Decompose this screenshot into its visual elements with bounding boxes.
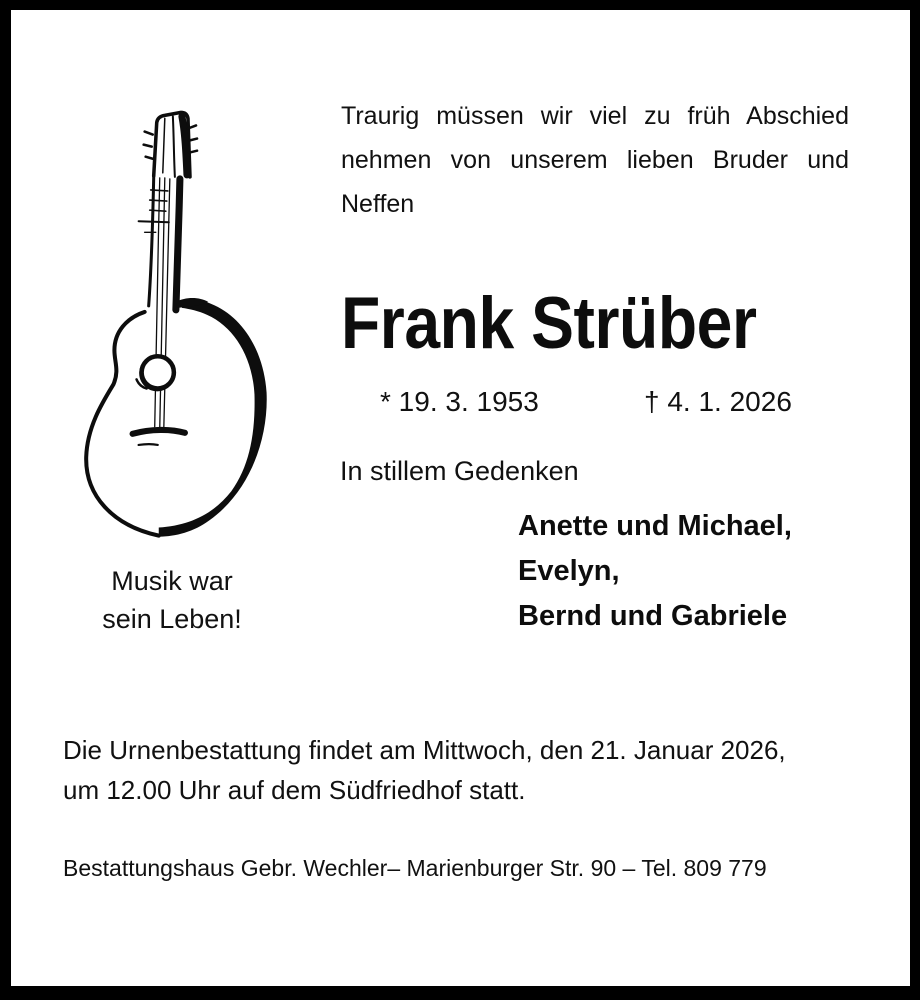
motto-text [67,562,277,638]
mourner-line-1: Anette und Michael, [518,510,792,542]
funeral-info-line-1: Die Urnenbestattung findet am Mittwoch, den 21. Januar 2026, [63,735,786,765]
death-date: † 4. 1. 2026 [644,386,792,417]
motto-line-2: sein Leben! [102,604,242,634]
intro-line-3: Neffen [341,190,415,218]
memorial-line: In stillem Gedenken [340,456,579,486]
intro-line-1: Traurig müssen wir viel zu früh Abschied [341,102,849,130]
intro-paragraph [341,94,849,226]
mourners-list [518,504,792,639]
funeral-info-paragraph [63,730,786,810]
motto-line-1: Musik war [111,566,233,596]
guitar-body-shading [159,299,267,536]
mourner-line-3: Bernd und Gabriele [518,600,788,632]
mourner-line-2: Evelyn, [518,555,620,587]
birth-date: * 19. 3. 1953 [380,386,539,417]
life-dates [380,386,850,418]
funeral-home-line: Bestattungshaus Gebr. Wechler– Marienburger Str. 90 – Tel. 809 779 [63,855,767,881]
guitar-illustration [60,88,322,560]
funeral-info-line-2: um 12.00 Uhr auf dem Südfriedhof statt. [63,775,526,805]
intro-line-2: nehmen von unserem lieben Bruder und [341,146,849,174]
deceased-name: Frank Strüber [341,283,757,364]
acoustic-guitar-icon [60,88,322,560]
